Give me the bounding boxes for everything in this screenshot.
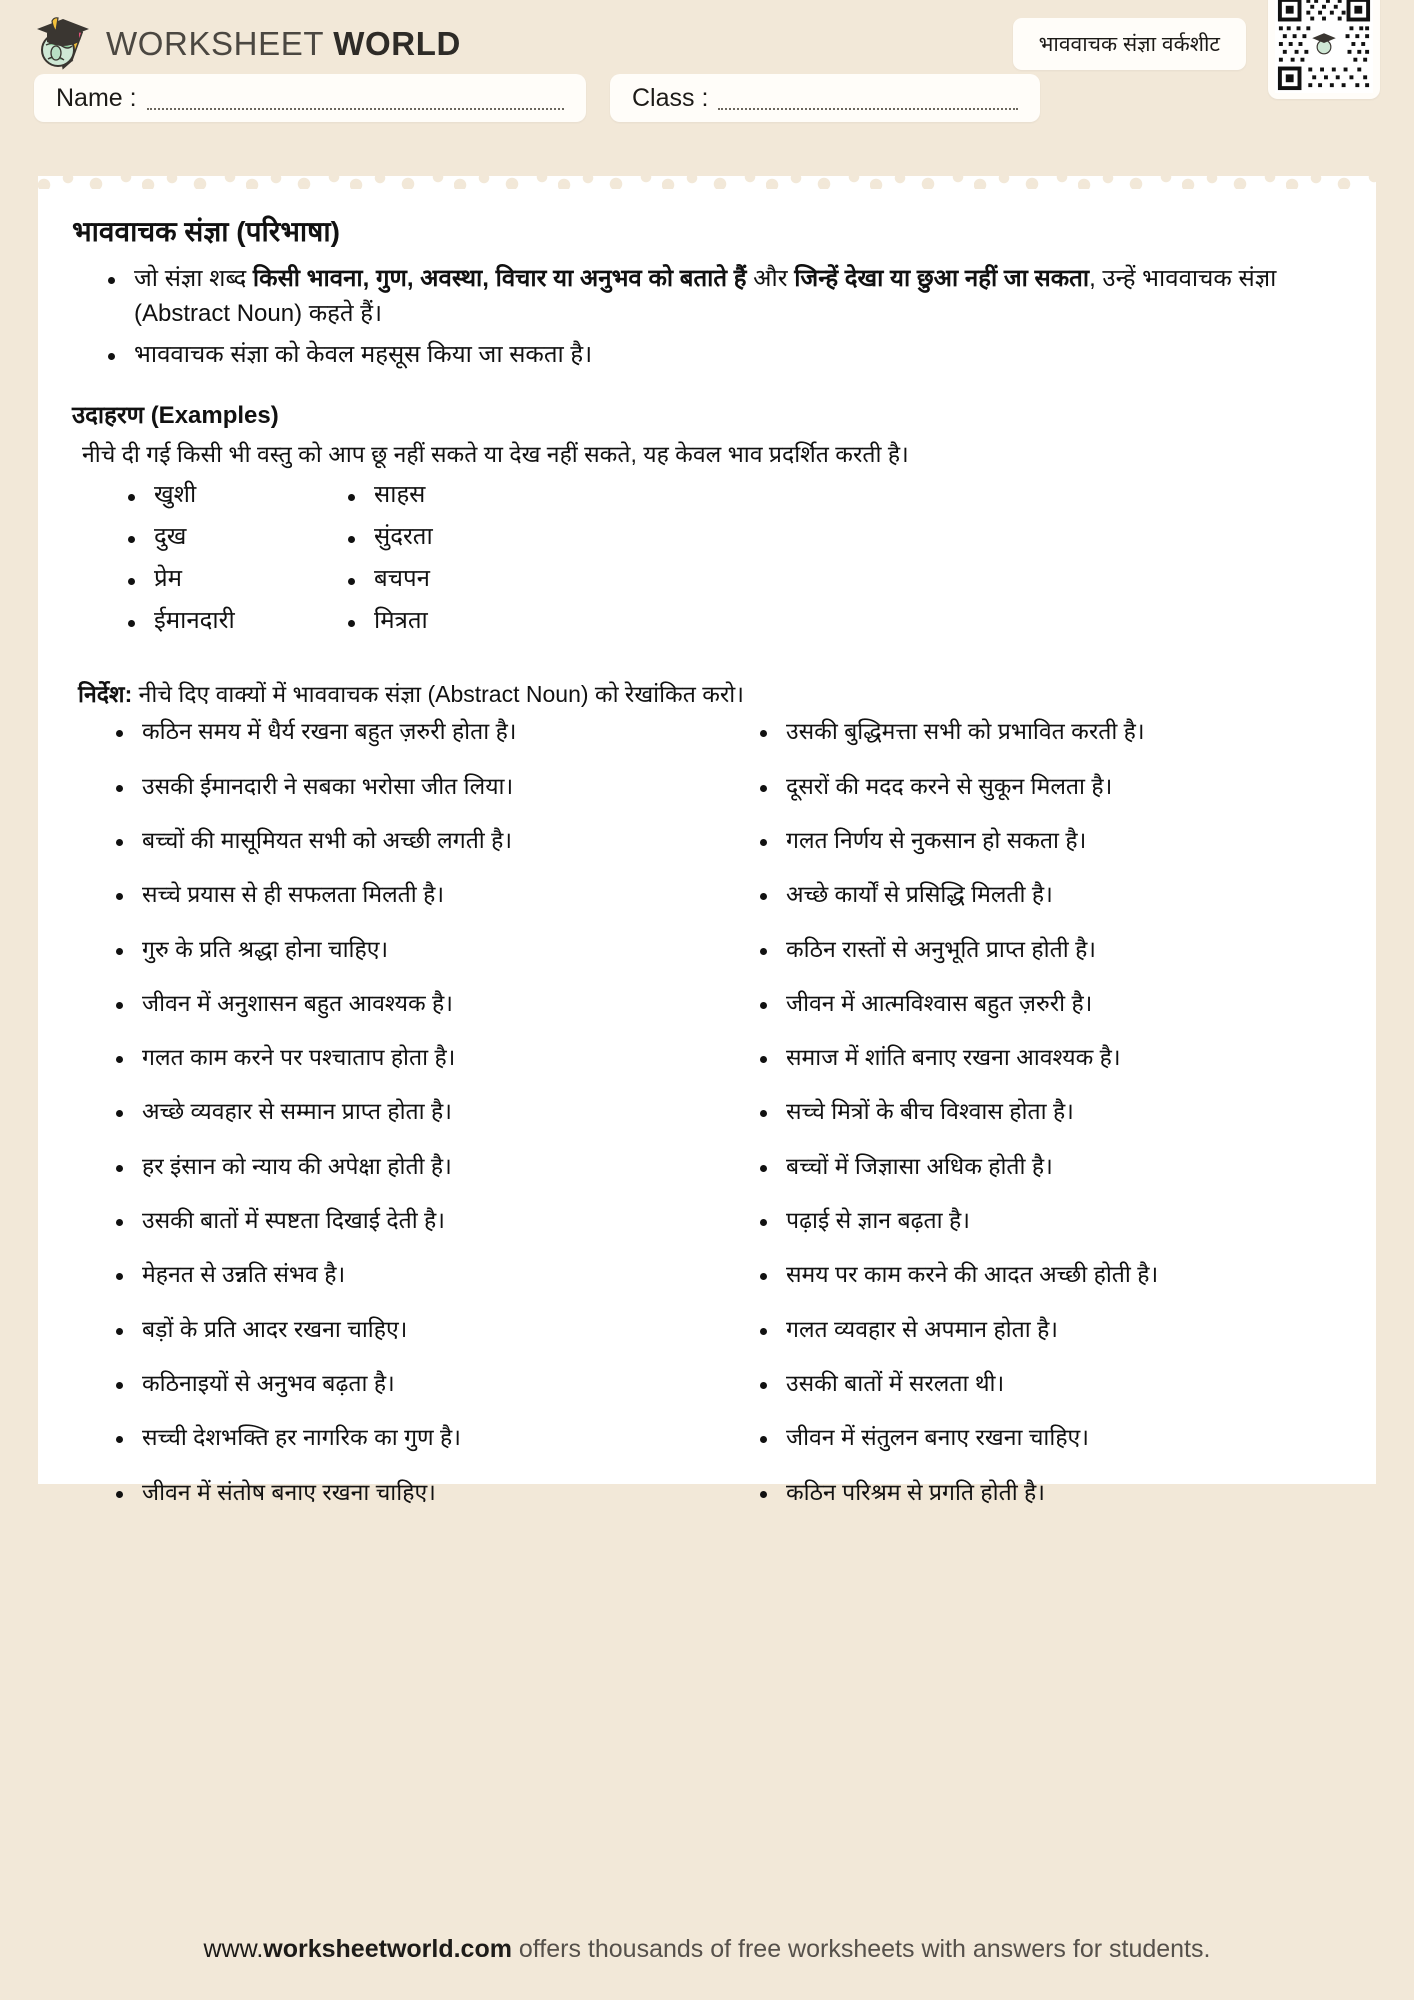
definition-point [108,262,1342,332]
practice-sentence: सच्चे प्रयास से ही सफलता मिलती है। [116,882,698,907]
name-field-line[interactable] [147,86,564,110]
practice-sentence: उसकी ईमानदारी ने सबका भरोसा जीत लिया। [116,774,698,799]
practice-sentence: कठिन समय में धैर्य रखना बहुत ज़रुरी होता है। [116,719,698,744]
definition-point-text: और [746,265,795,292]
sentence-columns [72,719,1342,1533]
example-word: प्रेम [128,567,348,591]
example-word: खुशी [128,483,348,507]
instruction-label: निर्देश: [78,681,133,708]
definition-point-text: जो संज्ञा शब्द [134,265,253,292]
sentence-list-left [72,719,698,1504]
practice-sentence: उसकी बातों में सरलता थी। [760,1371,1342,1396]
definition-title: भाववाचक संज्ञा (परिभाषा) [72,216,340,247]
example-word: बचपन [348,567,568,591]
practice-sentence: जीवन में अनुशासन बहुत आवश्यक है। [116,991,698,1016]
practice-sentence: बड़ों के प्रति आदर रखना चाहिए। [116,1317,698,1342]
definition-list [72,262,1342,372]
practice-sentence: गलत निर्णय से नुकसान हो सकता है। [760,828,1342,853]
definition-point-text: किसी भावना, गुण, अवस्था, विचार या अनुभव को बताते हैं [252,265,747,292]
footer-domain-prefix: www. [203,1935,264,1963]
practice-sentence: कठिन रास्तों से अनुभूति प्राप्त होती है। [760,937,1342,962]
example-word-list-2 [348,483,568,633]
class-field-line[interactable] [718,86,1018,110]
name-field[interactable] [34,74,586,122]
example-words-column-1 [128,483,348,651]
header-top-row [34,0,1380,62]
class-field-label: Class : [632,83,709,112]
examples-title: उदाहरण (Examples) [72,402,279,430]
practice-sentence: अच्छे व्यवहार से सम्मान प्राप्त होता है। [116,1099,698,1124]
sentence-column-left [72,719,698,1533]
definition-point [108,338,1342,373]
example-word: ईमानदारी [128,609,348,633]
practice-sentence: गुरु के प्रति श्रद्धा होना चाहिए। [116,937,698,962]
page-footer [0,1935,1414,1964]
practice-sentence: पढ़ाई से ज्ञान बढ़ता है। [760,1208,1342,1233]
example-words-column-2 [348,483,568,651]
definition-point-text: जिन्हें देखा या छुआ नहीं जा सकता [794,265,1090,292]
practice-sentence: समाज में शांति बनाए रखना आवश्यक है। [760,1045,1342,1070]
sentence-list-right [716,719,1342,1504]
instruction-line [78,677,1342,709]
practice-sentence: बच्चों की मासूमियत सभी को अच्छी लगती है। [116,828,698,853]
qr-code[interactable] [1268,0,1380,99]
practice-sentence: सच्चे मित्रों के बीच विश्वास होता है। [760,1099,1342,1124]
class-field[interactable] [610,74,1040,122]
name-field-label: Name : [56,83,137,112]
practice-sentence: गलत व्यवहार से अपमान होता है। [760,1317,1342,1342]
definition-point-text: भाववाचक संज्ञा को केवल महसूस किया जा सकता है। [134,340,593,368]
practice-sentence: उसकी बातों में स्पष्टता दिखाई देती है। [116,1208,698,1233]
practice-sentence: जीवन में संतुलन बनाए रखना चाहिए। [760,1425,1342,1450]
footer-domain[interactable] [204,1935,512,1963]
practice-sentence: बच्चों में जिज्ञासा अधिक होती है। [760,1154,1342,1179]
definition-point-text: , उन्हें भाववाचक संज्ञा (Abstract Noun) कहते हैं। [134,265,1277,327]
practice-sentence: जीवन में आत्मविश्वास बहुत ज़रुरी है। [760,991,1342,1016]
brand-title-first: WORKSHEET [106,25,324,62]
examples-lead-text: नीचे दी गई किसी भी वस्तु को आप छू नहीं सकते या देख नहीं सकते, यह केवल भाव प्रदर्शित करती है। [82,441,909,468]
page-header [0,0,1414,168]
practice-sentence: कठिनाइयों से अनुभव बढ़ता है। [116,1371,698,1396]
brand-title-second: WORLD [333,25,461,62]
sentence-column-right [716,719,1342,1533]
example-word: साहस [348,483,568,507]
instruction-text: नीचे दिए वाक्यों में भाववाचक संज्ञा (Abstract Noun) को रेखांकित करो। [138,681,744,708]
footer-domain-name: worksheetworld.com [263,1935,512,1963]
header-right-group [1013,0,1380,99]
footer-tagline: offers thousands of free worksheets with answers for students. [511,1935,1211,1963]
worksheet-sheet [38,176,1376,1505]
brand [34,15,461,73]
topic-badge: भाववाचक संज्ञा वर्कशीट [1013,18,1246,70]
practice-sentence: मेहनत से उन्नति संभव है। [116,1262,698,1287]
example-word-list-1 [128,483,348,633]
example-word: सुंदरता [348,525,568,549]
practice-sentence: उसकी बुद्धिमत्ता सभी को प्रभावित करती है। [760,719,1342,744]
practice-sentence: सच्ची देशभक्ति हर नागरिक का गुण है। [116,1425,698,1450]
example-words-columns [128,483,1342,651]
practice-sentence: अच्छे कार्यों से प्रसिद्धि मिलती है। [760,882,1342,907]
example-word: मित्रता [348,609,568,633]
practice-sentence: गलत काम करने पर पश्चाताप होता है। [116,1045,698,1070]
practice-sentence: समय पर काम करने की आदत अच्छी होती है। [760,1262,1342,1287]
example-word: दुख [128,525,348,549]
practice-sentence: जीवन में संतोष बनाए रखना चाहिए। [116,1480,698,1505]
graduation-cap-globe-pencil-logo [34,15,92,73]
practice-sentence: हर इंसान को न्याय की अपेक्षा होती है। [116,1154,698,1179]
brand-title [106,25,461,63]
practice-sentence: दूसरों की मदद करने से सुकून मिलता है। [760,774,1342,799]
practice-sentence: कठिन परिश्रम से प्रगति होती है। [760,1480,1342,1505]
